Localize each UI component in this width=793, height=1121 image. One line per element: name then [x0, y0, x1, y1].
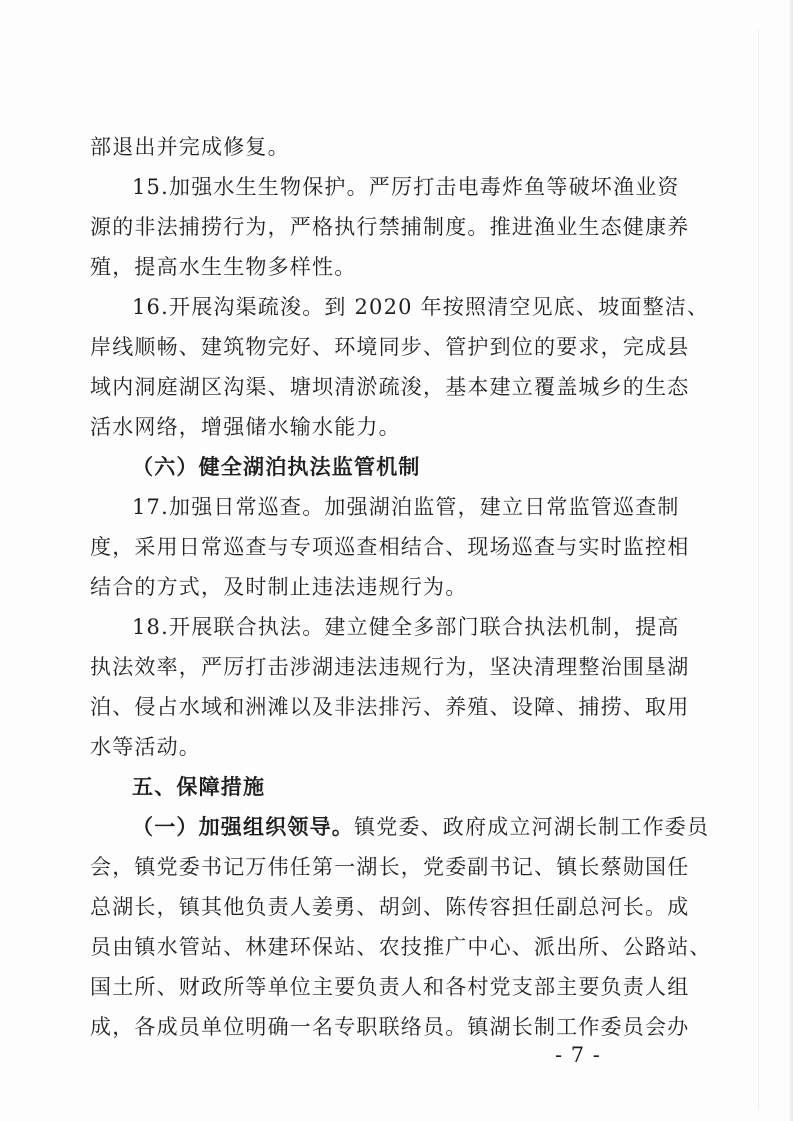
- paragraph-line: 度，采用日常巡查与专项巡查相结合、现场巡查与实时监控相: [90, 535, 690, 559]
- paragraph-line: 水等活动。: [90, 735, 201, 759]
- paragraph-line: 会，镇党委书记万伟任第一湖长，党委副书记、镇长蔡勋国任: [90, 855, 690, 879]
- paragraph-line: 结合的方式，及时制止违法违规行为。: [90, 575, 468, 599]
- paragraph-line: [132, 812, 710, 842]
- paragraph-line: 域内洞庭湖区沟渠、塘坝清淤疏浚，基本建立覆盖城乡的生态: [90, 375, 690, 399]
- section-heading: （六）健全湖泊执法监管机制: [132, 454, 421, 479]
- paragraph-line: 源的非法捕捞行为，严格执行禁捕制度。推进渔业生态健康养: [90, 215, 690, 239]
- paragraph-line: 员由镇水管站、林建环保站、农技推广中心、派出所、公路站、: [90, 935, 712, 959]
- paragraph-line: 18.开展联合执法。建立健全多部门联合执法机制，提高: [132, 615, 680, 639]
- paragraph-line: 岸线顺畅、建筑物完好、环境同步、管护到位的要求，完成县: [90, 335, 690, 359]
- paragraph-line: 15.加强水生生物保护。严厉打击电毒炸鱼等破坏渔业资: [132, 175, 680, 199]
- bold-lead-text: （一）加强组织领导。: [132, 814, 354, 839]
- paragraph-line: 成，各成员单位明确一名专职联络员。镇湖长制工作委员会办: [90, 1015, 690, 1039]
- chapter-heading: 五、保障措施: [132, 774, 266, 799]
- paragraph-line: 部退出并完成修复。: [90, 135, 290, 159]
- paragraph-line: 活水网络，增强储水输水能力。: [90, 415, 401, 439]
- scan-artifact-line: [758, 30, 759, 1110]
- paragraph-line: 殖，提高水生生物多样性。: [90, 255, 357, 279]
- paragraph-line-rest: 镇党委、政府成立河湖长制工作委员: [354, 815, 710, 839]
- page-number: - 7 -: [555, 1043, 601, 1067]
- paragraph-line: 执法效率，严厉打击涉湖违法违规行为，坚决清理整治围垦湖: [90, 655, 690, 679]
- paragraph-line: 国土所、财政所等单位主要负责人和各村党支部主要负责人组: [90, 975, 690, 999]
- paragraph-line: 总湖长，镇其他负责人姜勇、胡剑、陈传容担任副总河长。成: [90, 895, 690, 919]
- paragraph-line: 16.开展沟渠疏浚。到 2020 年按照清空见底、坡面整洁、: [132, 295, 710, 319]
- paragraph-line: 泊、侵占水域和洲滩以及非法排污、养殖、设障、捕捞、取用: [90, 695, 690, 719]
- paragraph-line: 17.加强日常巡查。加强湖泊监管，建立日常监管巡查制: [132, 495, 680, 519]
